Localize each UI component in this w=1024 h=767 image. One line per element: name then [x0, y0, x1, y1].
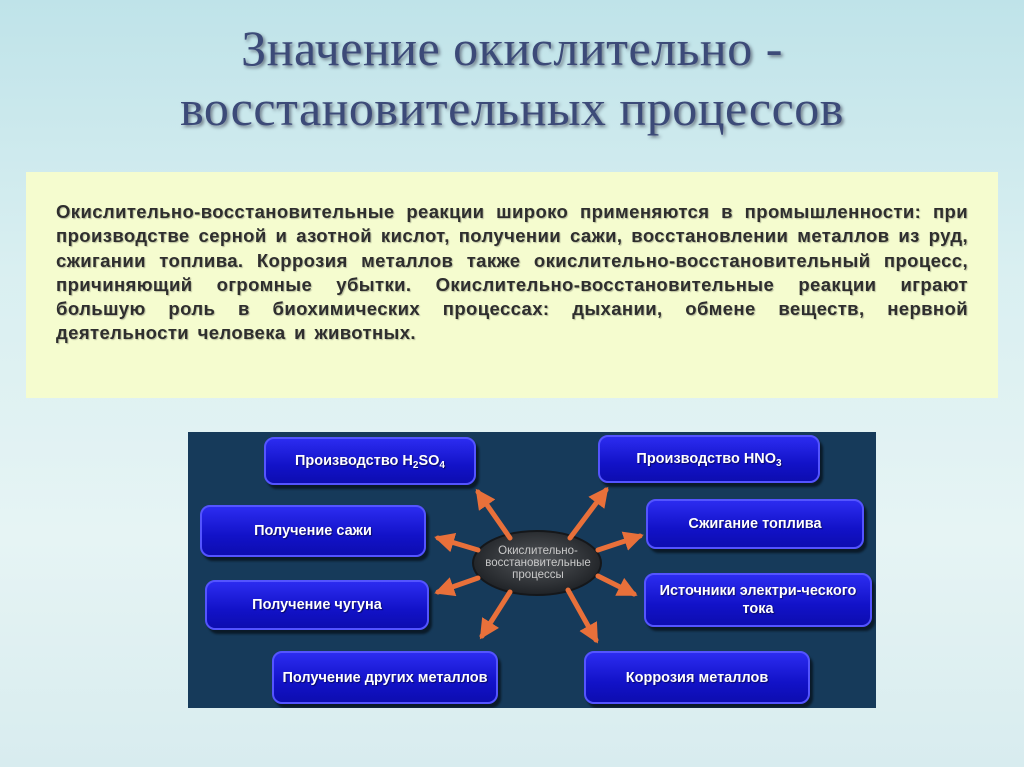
arrow-to-metals [482, 592, 510, 636]
redox-diagram [188, 432, 876, 708]
arrow-to-fuel [598, 536, 640, 550]
node-hno3 [598, 435, 820, 483]
node-soot: Получение сажи [200, 505, 426, 557]
description-text: Окислительно-восстановительные реакции широко применяются в промышленности: при производстве серной и азотной кислот, получении сажи, восстановлении металлов из руд, сжигании топлива. Коррозия металлов также окислительно-восстановительный процесс, причиняющий огромные убытки. Окислительно-восстановительные реакции играют большую роль в биохимических процессах: дыхании, обмене веществ, нервной деятельности человека и животных. [56, 201, 968, 344]
arrow-to-h2so4 [478, 492, 510, 538]
description-box [26, 172, 998, 398]
node-corrosion: Коррозия металлов [584, 651, 810, 704]
node-iron: Получение чугуна [205, 580, 429, 630]
arrow-to-soot [438, 538, 478, 550]
node-metals: Получение других металлов [272, 651, 498, 704]
node-h2so4 [264, 437, 476, 485]
arrow-to-corrosion [568, 590, 596, 640]
slide-title [0, 18, 1024, 138]
slide-title-line-1: Значение окислительно - [241, 20, 783, 76]
node-hno3-label: Производство $HNO_3$ [636, 451, 782, 469]
node-h2so4-label: Производство $H_2SO_4$ [295, 453, 445, 471]
arrow-to-hno3 [570, 490, 606, 538]
node-fuel: Сжигание топлива [646, 499, 864, 549]
center-label: Окислительно-восстановительные процессы [485, 545, 591, 581]
arrow-to-iron [438, 578, 478, 592]
node-current: Источники электри-ческого тока [644, 573, 872, 627]
slide-title-line-2: восстановительных процессов [180, 80, 844, 136]
arrow-to-current [598, 576, 634, 594]
